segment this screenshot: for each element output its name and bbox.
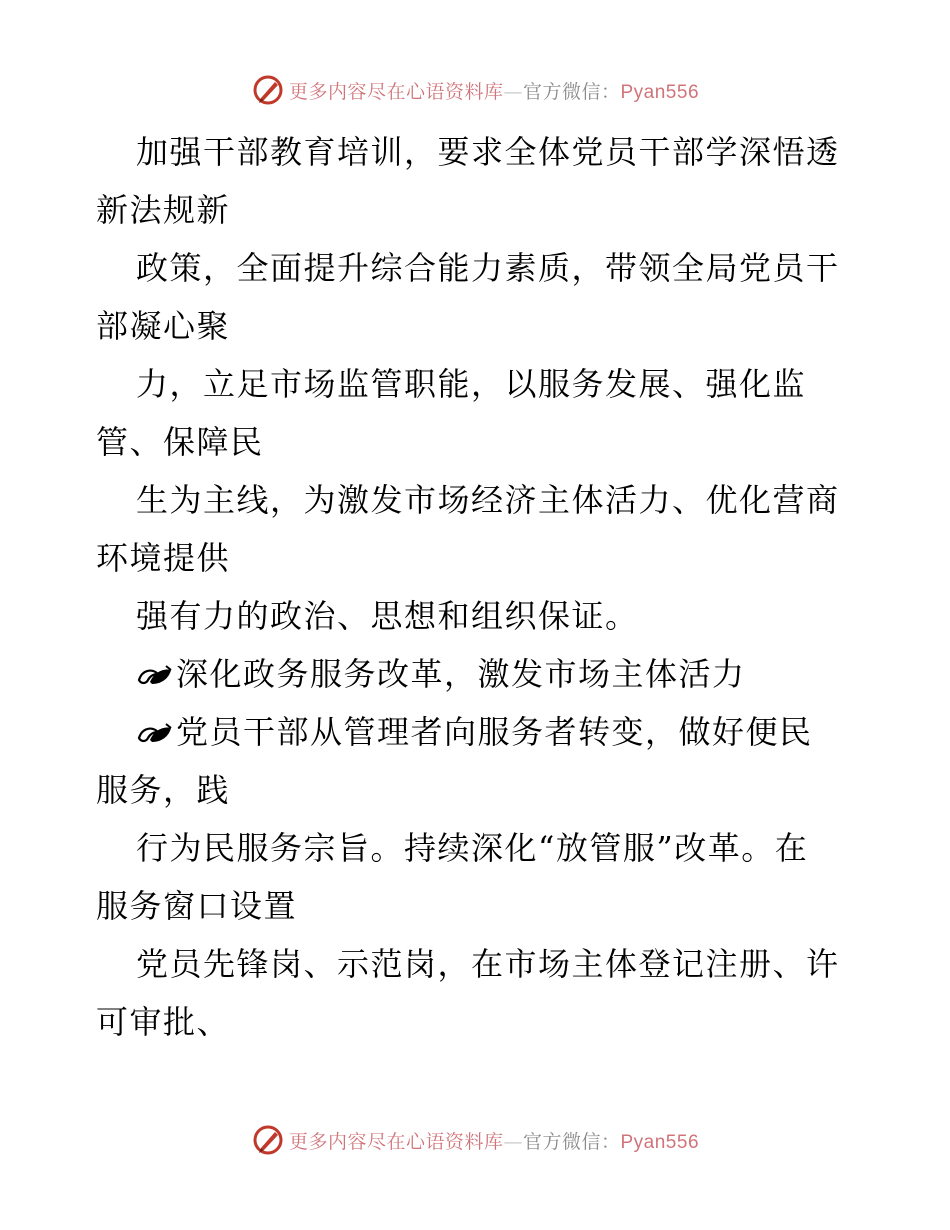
bullet-line: 服务，践: [96, 771, 231, 809]
paragraph-line: 服务窗口设置: [96, 887, 298, 925]
banner-account: Pyan556: [620, 81, 700, 103]
bullet-item: [96, 703, 856, 819]
paragraph-line: 强有力的政治、思想和组织保证。: [136, 597, 639, 635]
paragraph-line: 管、保障民: [96, 423, 264, 461]
pen-logo-icon: [251, 1123, 285, 1157]
banner-dash: —: [503, 80, 523, 103]
banner-title: 更多内容尽在心语资料库: [288, 1130, 504, 1153]
paragraph-line: 生为主线，为激发市场经济主体活力、优化营商: [136, 481, 840, 519]
paragraph-line: 政策，全面提升综合能力素质，带领全局党员干: [136, 249, 840, 287]
paragraph-line: 力，立足市场监管职能，以服务发展、强化监: [136, 365, 807, 403]
paragraph-line: 行为民服务宗旨。持续深化“放管服”改革。在: [136, 829, 809, 867]
bullet-line: 党员干部从管理者向服务者转变，做好便民: [176, 713, 813, 751]
banner-text: [289, 77, 699, 104]
bullet-item: [96, 645, 856, 703]
paragraph: [96, 935, 856, 1051]
banner-wechat-label: 官方微信：: [522, 80, 621, 103]
footer-banner: [0, 1120, 950, 1160]
banner-wechat-label: 官方微信：: [522, 1130, 621, 1153]
paragraph-line: 加强干部教育培训，要求全体党员干部学深悟透: [136, 133, 840, 171]
header-banner: [0, 70, 950, 110]
banner-text: [289, 1127, 699, 1154]
leaf-bullet-icon: [136, 662, 174, 688]
banner-title: 更多内容尽在心语资料库: [288, 80, 504, 103]
pen-logo-icon: [251, 73, 285, 107]
paragraph: [96, 355, 856, 471]
paragraph-line: 党员先锋岗、示范岗，在市场主体登记注册、许: [136, 945, 840, 983]
paragraph: [96, 587, 856, 645]
paragraph-line: 新法规新: [96, 191, 231, 229]
paragraph-line: 可审批、: [96, 1003, 231, 1041]
banner-account: Pyan556: [620, 1131, 700, 1153]
paragraph-line: 环境提供: [96, 539, 231, 577]
paragraph-line: 部凝心聚: [96, 307, 231, 345]
document-body: [96, 123, 856, 1051]
bullet-line: 深化政务服务改革，激发市场主体活力: [176, 655, 746, 693]
paragraph: [96, 239, 856, 355]
paragraph: [96, 819, 856, 935]
paragraph: [96, 123, 856, 239]
banner-dash: —: [503, 1130, 523, 1153]
leaf-bullet-icon: [136, 720, 174, 746]
paragraph: [96, 471, 856, 587]
